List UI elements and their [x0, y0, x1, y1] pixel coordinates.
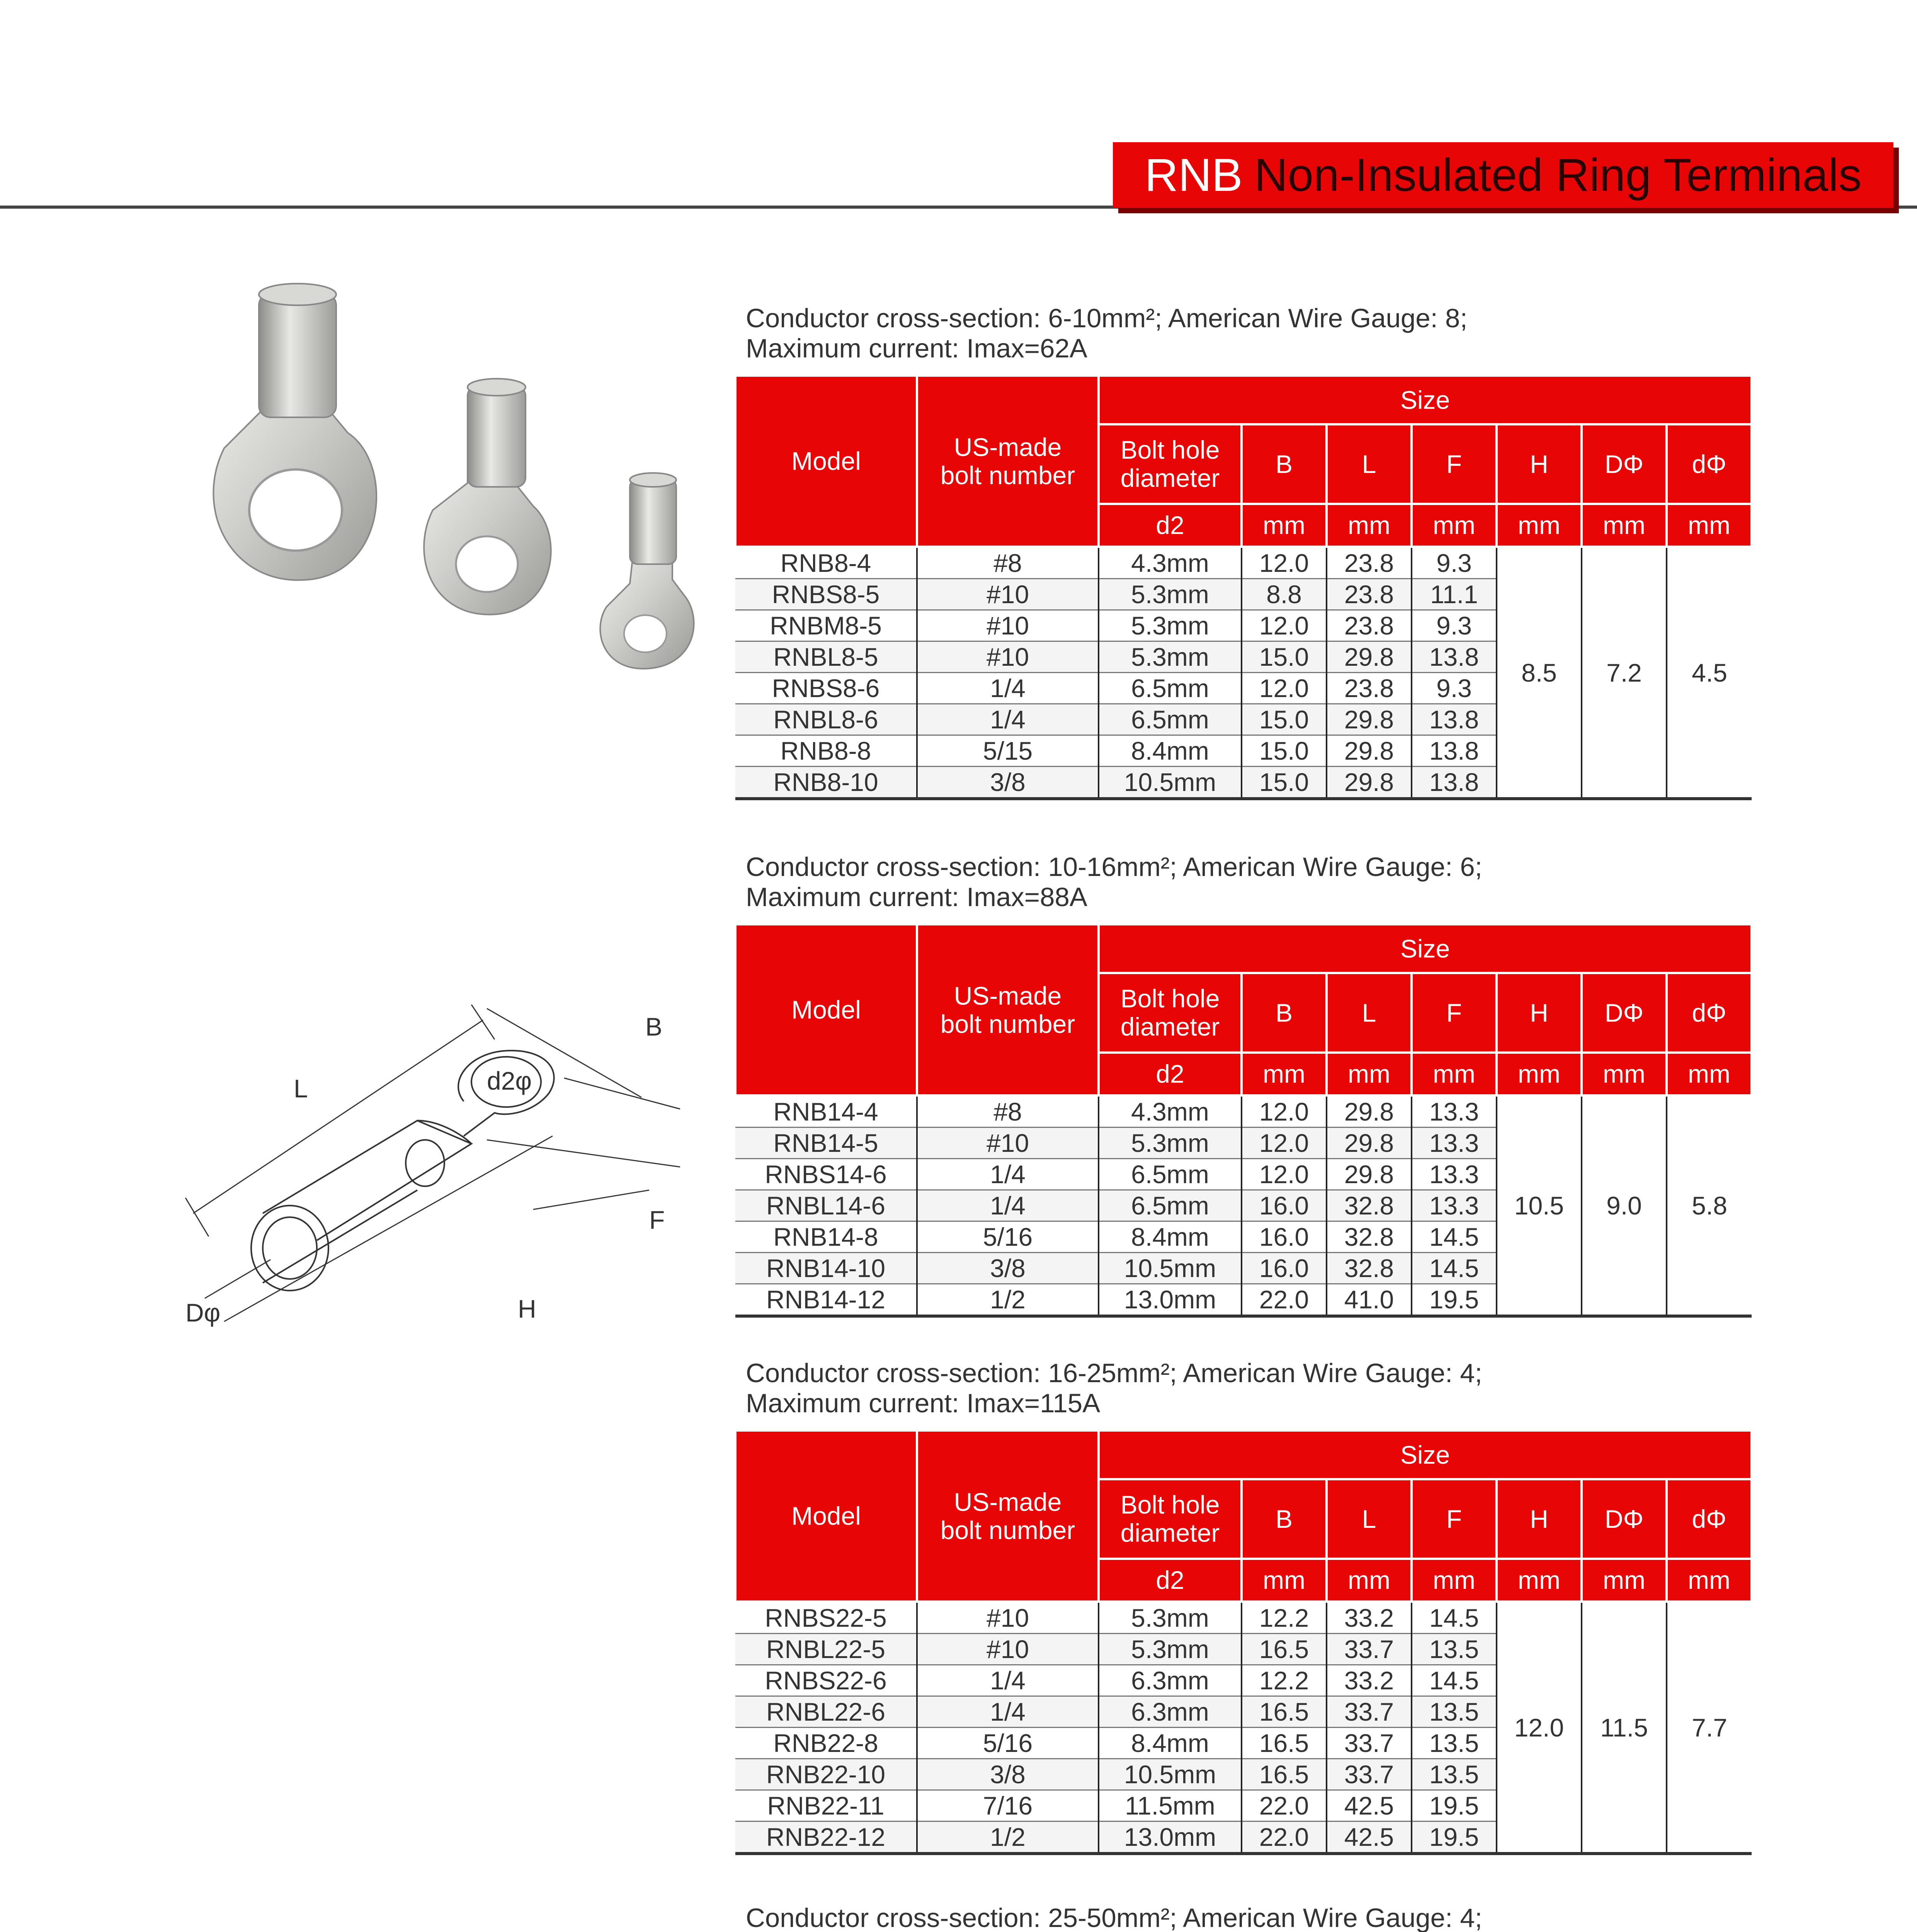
table-cell: 13.8	[1412, 704, 1497, 735]
table-cell: #8	[917, 1095, 1099, 1128]
table-cell: RNBL8-6	[735, 704, 917, 735]
table-cell: 13.3	[1412, 1190, 1497, 1221]
table-cell: 29.8	[1327, 641, 1412, 673]
table-cell: 16.5	[1242, 1634, 1327, 1665]
header-DPhi: DΦ	[1582, 1479, 1667, 1559]
title-prefix: RNB	[1145, 149, 1243, 201]
table-cell: RNB8-8	[735, 735, 917, 767]
label-L: L	[294, 1074, 308, 1103]
header-model: Model	[735, 1430, 917, 1602]
table-cell: 7/16	[917, 1790, 1099, 1821]
table-cell: 32.8	[1327, 1190, 1412, 1221]
table-cell: 29.8	[1327, 704, 1412, 735]
caption-line-2: Maximum current: Imax=115A	[746, 1388, 1101, 1418]
table-cell: 6.5mm	[1099, 673, 1242, 704]
spec-section-2	[734, 852, 1750, 1318]
table-cell: 23.8	[1327, 547, 1412, 579]
table-cell: RNBS14-6	[735, 1159, 917, 1190]
table-cell: 22.0	[1242, 1790, 1327, 1821]
header-H: H	[1497, 973, 1582, 1053]
table-cell: 16.0	[1242, 1190, 1327, 1221]
table-cell: 12.0	[1242, 1128, 1327, 1159]
table-cell: 33.2	[1327, 1665, 1412, 1696]
table-cell: 14.5	[1412, 1221, 1497, 1253]
table-cell: 13.8	[1412, 641, 1497, 673]
table-cell: 13.0mm	[1099, 1821, 1242, 1854]
cell-H: 12.0	[1497, 1602, 1582, 1854]
table-cell: 1/4	[917, 1159, 1099, 1190]
header-unit-mm: mm	[1327, 1053, 1412, 1095]
small-terminal	[600, 473, 694, 669]
cell-dPhi: 5.8	[1667, 1095, 1752, 1316]
header-dPhi: dΦ	[1667, 1479, 1752, 1559]
table-cell: 13.5	[1412, 1759, 1497, 1790]
large-terminal	[213, 284, 376, 580]
table-cell: 1/4	[917, 1696, 1099, 1728]
table-cell: 29.8	[1327, 1159, 1412, 1190]
product-photo	[147, 270, 757, 707]
header-bolt-line-1: US-made	[954, 432, 1062, 461]
table-cell: 8.4mm	[1099, 1728, 1242, 1759]
table-cell: RNB14-12	[735, 1284, 917, 1316]
header-unit-mm: mm	[1412, 504, 1497, 547]
table-cell: 16.0	[1242, 1253, 1327, 1284]
header-B: B	[1242, 973, 1327, 1053]
table-cell: 12.0	[1242, 1095, 1327, 1128]
cell-dPhi: 4.5	[1667, 547, 1752, 799]
table-row	[735, 1602, 1752, 1634]
header-L: L	[1327, 1479, 1412, 1559]
table-cell: 15.0	[1242, 641, 1327, 673]
cell-DPhi: 9.0	[1582, 1095, 1667, 1316]
spec-section-1	[734, 303, 1750, 800]
table-cell: RNB14-4	[735, 1095, 917, 1128]
table-cell: RNB14-10	[735, 1253, 917, 1284]
table-cell: 29.8	[1327, 767, 1412, 799]
cell-dPhi: 7.7	[1667, 1602, 1752, 1854]
table-cell: 13.3	[1412, 1159, 1497, 1190]
table-cell: #10	[917, 1128, 1099, 1159]
table-cell: 29.8	[1327, 1095, 1412, 1128]
header-dPhi: dΦ	[1667, 424, 1752, 504]
table-cell: 33.7	[1327, 1728, 1412, 1759]
header-hole-line-2: diameter	[1120, 464, 1220, 492]
cell-H: 10.5	[1497, 1095, 1582, 1316]
table-cell: RNBL14-6	[735, 1190, 917, 1221]
header-unit-mm: mm	[1497, 1053, 1582, 1095]
table-cell: RNB22-12	[735, 1821, 917, 1854]
caption-line-1: Conductor cross-section: 6-10mm²; American Wire Gauge: 8;	[746, 303, 1468, 333]
header-unit-mm: mm	[1667, 504, 1752, 547]
label-D: Dφ	[185, 1298, 221, 1327]
table-cell: 41.0	[1327, 1284, 1412, 1316]
header-unit-mm: mm	[1242, 504, 1327, 547]
table-cell: 5.3mm	[1099, 1602, 1242, 1634]
table-cell: 12.0	[1242, 673, 1327, 704]
table-cell: 22.0	[1242, 1284, 1327, 1316]
table-cell: 14.5	[1412, 1665, 1497, 1696]
header-size: Size	[1099, 924, 1752, 973]
header-unit-mm: mm	[1327, 1559, 1412, 1602]
header-hole-line-1: Bolt hole	[1120, 984, 1220, 1013]
table-cell: 23.8	[1327, 673, 1412, 704]
table-cell: 5.3mm	[1099, 1634, 1242, 1665]
table-cell: 5.3mm	[1099, 579, 1242, 610]
table-cell: 16.5	[1242, 1759, 1327, 1790]
table-cell: 11.1	[1412, 579, 1497, 610]
table-row	[735, 1095, 1752, 1128]
table-cell: 33.2	[1327, 1602, 1412, 1634]
table-cell: 19.5	[1412, 1821, 1497, 1854]
table-cell: RNBL22-5	[735, 1634, 917, 1665]
table-cell: 22.0	[1242, 1821, 1327, 1854]
header-bolt-number	[917, 924, 1099, 1095]
page-title	[1113, 142, 1893, 208]
table-cell: RNBS8-5	[735, 579, 917, 610]
header-unit-mm: mm	[1582, 1559, 1667, 1602]
table-cell: 6.5mm	[1099, 704, 1242, 735]
table-cell: 10.5mm	[1099, 767, 1242, 799]
table-cell: 5/16	[917, 1221, 1099, 1253]
table-cell: RNBL22-6	[735, 1696, 917, 1728]
table-cell: 1/4	[917, 1665, 1099, 1696]
table-row	[735, 547, 1752, 579]
header-F: F	[1412, 973, 1497, 1053]
table-cell: #8	[917, 547, 1099, 579]
table-cell: 42.5	[1327, 1821, 1412, 1854]
spec-section-3	[734, 1358, 1750, 1855]
table-cell: RNB8-10	[735, 767, 917, 799]
table-cell: 5.3mm	[1099, 1128, 1242, 1159]
table-cell: 10.5mm	[1099, 1253, 1242, 1284]
table-cell: 32.8	[1327, 1221, 1412, 1253]
table-cell: 23.8	[1327, 610, 1412, 641]
table-cell: 12.0	[1242, 547, 1327, 579]
table-cell: 16.0	[1242, 1221, 1327, 1253]
table-cell: 12.2	[1242, 1665, 1327, 1696]
header-bolt-line-2: bolt number	[940, 1515, 1075, 1544]
header-d2: d2	[1099, 504, 1242, 547]
header-B: B	[1242, 424, 1327, 504]
header-hole-line-2: diameter	[1120, 1519, 1220, 1547]
table-cell: 15.0	[1242, 735, 1327, 767]
table-cell: 16.5	[1242, 1728, 1327, 1759]
header-unit-mm: mm	[1497, 504, 1582, 547]
table-cell: 8.4mm	[1099, 1221, 1242, 1253]
table-cell: RNB8-4	[735, 547, 917, 579]
table-cell: 19.5	[1412, 1284, 1497, 1316]
header-hole-line-1: Bolt hole	[1120, 435, 1220, 464]
dimension-drawing	[147, 974, 726, 1379]
header-bolt-line-2: bolt number	[940, 461, 1075, 490]
table-cell: 4.3mm	[1099, 547, 1242, 579]
table-cell: 4.3mm	[1099, 1095, 1242, 1128]
header-H: H	[1497, 424, 1582, 504]
table-cell: 29.8	[1327, 735, 1412, 767]
table-cell: 5.3mm	[1099, 641, 1242, 673]
table-cell: 9.3	[1412, 673, 1497, 704]
header-unit-mm: mm	[1327, 504, 1412, 547]
table-cell: 13.0mm	[1099, 1284, 1242, 1316]
table-cell: 14.5	[1412, 1602, 1497, 1634]
table-cell: RNB22-10	[735, 1759, 917, 1790]
table-cell: 3/8	[917, 1759, 1099, 1790]
header-dPhi: dΦ	[1667, 973, 1752, 1053]
header-bolt-line-1: US-made	[954, 1487, 1062, 1516]
table-cell: RNB22-11	[735, 1790, 917, 1821]
table-cell: RNBS8-6	[735, 673, 917, 704]
table-cell: 1/4	[917, 704, 1099, 735]
caption-line-1: Conductor cross-section: 25-50mm²; American Wire Gauge: 4;	[746, 1903, 1482, 1932]
table-cell: 5/16	[917, 1728, 1099, 1759]
table-cell: 9.3	[1412, 610, 1497, 641]
table-cell: 8.8	[1242, 579, 1327, 610]
table-cell: RNBS22-6	[735, 1665, 917, 1696]
table-cell: 13.3	[1412, 1095, 1497, 1128]
header-d2: d2	[1099, 1559, 1242, 1602]
table-cell: 19.5	[1412, 1790, 1497, 1821]
header-unit-mm: mm	[1242, 1559, 1327, 1602]
header-H: H	[1497, 1479, 1582, 1559]
table-cell: 33.7	[1327, 1759, 1412, 1790]
cell-DPhi: 11.5	[1582, 1602, 1667, 1854]
header-B: B	[1242, 1479, 1327, 1559]
caption-line-2: Maximum current: Imax=88A	[746, 882, 1087, 912]
table-cell: 6.5mm	[1099, 1190, 1242, 1221]
header-bolt-hole	[1099, 1479, 1242, 1559]
caption-line-1: Conductor cross-section: 16-25mm²; American Wire Gauge: 4;	[746, 1358, 1482, 1388]
section-caption	[746, 1358, 1750, 1418]
header-unit-mm: mm	[1582, 1053, 1667, 1095]
table-cell: 8.4mm	[1099, 735, 1242, 767]
table-cell: 10.5mm	[1099, 1759, 1242, 1790]
table-cell: 15.0	[1242, 704, 1327, 735]
table-cell: #10	[917, 610, 1099, 641]
table-cell: 12.0	[1242, 610, 1327, 641]
label-H: H	[518, 1294, 536, 1323]
table-cell: 16.5	[1242, 1696, 1327, 1728]
table-cell: RNBL8-5	[735, 641, 917, 673]
title-text: Non-Insulated Ring Terminals	[1254, 149, 1862, 201]
table-cell: 11.5mm	[1099, 1790, 1242, 1821]
header-F: F	[1412, 424, 1497, 504]
table-cell: 1/4	[917, 1190, 1099, 1221]
table-cell: 6.5mm	[1099, 1159, 1242, 1190]
table-cell: 6.3mm	[1099, 1665, 1242, 1696]
header-L: L	[1327, 973, 1412, 1053]
header-unit-mm: mm	[1242, 1053, 1327, 1095]
table-cell: 13.3	[1412, 1128, 1497, 1159]
label-d2: d2φ	[487, 1066, 532, 1095]
label-F: F	[649, 1206, 665, 1234]
header-bolt-hole	[1099, 973, 1242, 1053]
header-bolt-number	[917, 1430, 1099, 1602]
header-unit-mm: mm	[1582, 504, 1667, 547]
header-model: Model	[735, 924, 917, 1095]
header-hole-line-2: diameter	[1120, 1012, 1220, 1041]
spec-section-4	[734, 1903, 1750, 1932]
header-DPhi: DΦ	[1582, 973, 1667, 1053]
cell-DPhi: 7.2	[1582, 547, 1667, 799]
table-cell: RNB14-5	[735, 1128, 917, 1159]
header-size: Size	[1099, 376, 1752, 424]
caption-line-2: Maximum current: Imax=62A	[746, 333, 1087, 363]
header-F: F	[1412, 1479, 1497, 1559]
header-bolt-line-1: US-made	[954, 981, 1062, 1010]
table-cell: 5/15	[917, 735, 1099, 767]
header-size: Size	[1099, 1430, 1752, 1479]
table-cell: 1/4	[917, 673, 1099, 704]
header-unit-mm: mm	[1412, 1053, 1497, 1095]
table-cell: #10	[917, 1634, 1099, 1665]
table-cell: RNBS22-5	[735, 1602, 917, 1634]
header-bolt-hole	[1099, 424, 1242, 504]
section-caption	[746, 852, 1750, 912]
header-unit-mm: mm	[1412, 1559, 1497, 1602]
header-model: Model	[735, 376, 917, 547]
table-cell: RNB22-8	[735, 1728, 917, 1759]
header-d2: d2	[1099, 1053, 1242, 1095]
header-DPhi: DΦ	[1582, 424, 1667, 504]
header-unit-mm: mm	[1667, 1559, 1752, 1602]
table-cell: 14.5	[1412, 1253, 1497, 1284]
medium-terminal	[424, 379, 551, 614]
table-cell: 3/8	[917, 1253, 1099, 1284]
header-bolt-line-2: bolt number	[940, 1009, 1075, 1038]
header-hole-line-1: Bolt hole	[1120, 1490, 1220, 1519]
table-cell: 1/2	[917, 1284, 1099, 1316]
table-cell: 23.8	[1327, 579, 1412, 610]
table-cell: 32.8	[1327, 1253, 1412, 1284]
table-cell: #10	[917, 579, 1099, 610]
table-cell: 13.5	[1412, 1696, 1497, 1728]
header-bolt-number	[917, 376, 1099, 547]
section-caption	[746, 1903, 1750, 1932]
table-cell: RNBM8-5	[735, 610, 917, 641]
header-L: L	[1327, 424, 1412, 504]
table-cell: 29.8	[1327, 1128, 1412, 1159]
table-cell: 5.3mm	[1099, 610, 1242, 641]
spec-table	[734, 923, 1753, 1318]
header-unit-mm: mm	[1497, 1559, 1582, 1602]
spec-table	[734, 1429, 1753, 1855]
table-cell: 15.0	[1242, 767, 1327, 799]
table-cell: 13.8	[1412, 735, 1497, 767]
spec-table	[734, 374, 1753, 800]
table-cell: 1/2	[917, 1821, 1099, 1854]
table-cell: #10	[917, 641, 1099, 673]
table-cell: 42.5	[1327, 1790, 1412, 1821]
header-unit-mm: mm	[1667, 1053, 1752, 1095]
table-cell: 13.8	[1412, 767, 1497, 799]
table-cell: 6.3mm	[1099, 1696, 1242, 1728]
cell-H: 8.5	[1497, 547, 1582, 799]
table-cell: 13.5	[1412, 1634, 1497, 1665]
caption-line-1: Conductor cross-section: 10-16mm²; American Wire Gauge: 6;	[746, 852, 1482, 882]
table-cell: 12.0	[1242, 1159, 1327, 1190]
table-cell: 12.2	[1242, 1602, 1327, 1634]
table-cell: 9.3	[1412, 547, 1497, 579]
table-cell: RNB14-8	[735, 1221, 917, 1253]
table-cell: 33.7	[1327, 1696, 1412, 1728]
table-cell: 3/8	[917, 767, 1099, 799]
label-B: B	[645, 1012, 663, 1041]
table-cell: 13.5	[1412, 1728, 1497, 1759]
section-caption	[746, 303, 1750, 364]
table-cell: #10	[917, 1602, 1099, 1634]
table-cell: 33.7	[1327, 1634, 1412, 1665]
